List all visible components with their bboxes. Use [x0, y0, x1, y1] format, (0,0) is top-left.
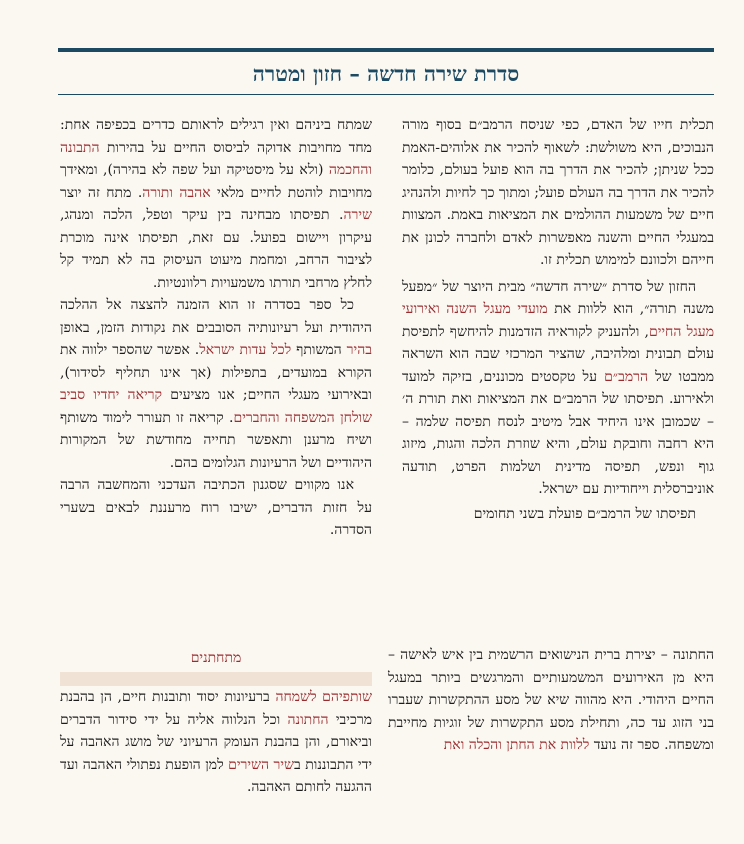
- left-p2-highlight-3: קריאה יחדיו סביב שולחן המשפחה והחברים: [60, 387, 372, 426]
- left-p1-text-c: . מתח זה יוצר: [60, 184, 143, 201]
- right-column: [402, 114, 714, 525]
- left-paragraph-2: [60, 294, 372, 474]
- left-p1-highlight-2: אהבה ותורה: [142, 184, 211, 201]
- right-p2-text-a: החזון של סדרת ״שירה חדשה״ מבית היוצר של ״מפעל משנה תורה״, הוא ללוות את: [402, 278, 714, 317]
- left-p2-highlight-2: לכל עדות ישראל: [199, 342, 292, 358]
- right-paragraph-1: תכלית חייו של האדם, כפי שניסח הרמב״ם בסוף מורה הנבוכים, היא משולשת: לשאוף להכיר את אלוהים-האמת ככל שניתן; להכיר את הדרך בה הוא פועל בעולם, כלומר להכיר את הדרך בה העולם פועל; ומתוך כך לחיות ולהנהיג חיים של משמעות ההולמים את המציאות באמת. המצוות במעגלי החיים והשנה מאפשרות לאדם ולחברה לכונן את חייהם ולכוונם למימוש תכלית זו.: [402, 117, 714, 268]
- section-band-left: [60, 672, 372, 686]
- lower-right-text-a: החתונה – יצירת ברית הנישואים הרשמית בין איש לאישה – היא מן האירועים המשמעותיים והמרגשים ביותר במעגל החיים היהודי. היא מהווה שיא של מסע ההתקשרות שעברו בני הזוג עד כה, ותחילת מסע התקשרות של זוגיות מחייבת ומשפחה. ספר זה נועד: [388, 647, 714, 753]
- title-rule-bottom: [58, 94, 714, 95]
- right-p2-text-c: על טקסטים מכוננים, בזיקה למועד ולאירוע. תפיסתו של הרמב״ם את המציאות ואת תורת ה׳ – שכמובן אינו היחיד אבל מיטיב לנסח תפיסה שלמה – היא רחבה וחובקת עולם, והיא שוזרת הלכה והגות, מיזוג גוף ונפש, תפיסה מדינית ושלמות הפרט, תודעה אוניברסלית וייחודיות עם ישראל.: [402, 368, 714, 497]
- lower-right-highlight: ללוות את החתן והכלה ואת: [443, 737, 590, 753]
- left-p1-text-b: (ולא על מיסטיקה ועל שפה לא בהירה), ומאידך מחויבות לוהטת לחיים מלאי: [60, 162, 373, 201]
- page-title: סדרת שירה חדשה – חזון ומטרה: [252, 61, 520, 86]
- right-p2-highlight-1: מועדי מעגל השנה ואירועי מעגל החיים: [402, 301, 714, 340]
- right-paragraph-3: תפיסתו של הרמב״ם פועלת בשני תחומים: [473, 505, 696, 522]
- lower-left-highlight-3: שיר השירים: [228, 756, 295, 773]
- left-column: [60, 114, 372, 542]
- left-p2-highlight-1: בהיר: [346, 342, 372, 358]
- left-p1-text-a: שמתח ביניהם ואין רגילים לראותם כדרים בכפיפה אחת: מחד מחויבות אדוקה לביסוס החיים על בהירות: [60, 117, 372, 156]
- left-p1-highlight-1: התבונה והחכמה: [60, 139, 372, 178]
- right-p2-highlight-2: הרמב״ם: [604, 368, 649, 385]
- right-paragraph-2: [402, 276, 714, 501]
- lower-left-text-b: וכל הנלווה אליה על ידי סידור הדברים וביאורם, והן בהבנת העומק הרעיוני של מושג האהבה על ידי התבוננות ב: [60, 711, 372, 773]
- lower-right-paragraph: [388, 644, 714, 757]
- lower-left-paragraph: [60, 686, 372, 799]
- left-p2-text-a: כל ספר בסדרה זו הוא הזמנה להצצה אל ההלכה היהודית ועל רעיונותיה הסובבים את נקודות הזמן, באופן: [60, 297, 372, 336]
- lower-right-column: [388, 644, 714, 757]
- right-p2-text-b: , ולהעניק לקוראיה הזדמנות להיחשף לתפיסת עולם תבונית ומלהיבה, שהציר המרכזי שבה הוא השראה ממבטו של: [402, 323, 715, 385]
- section-subheading: מתחתנים: [190, 650, 242, 666]
- left-p1-highlight-3: שירה: [343, 207, 372, 223]
- left-p2-text-b: המשותף: [291, 342, 347, 358]
- left-p2-text-c: . אפשר שהספר ילווה את הקורא במועדים, בתפילות (אך אינו תחליף לסידור), ובאירועי מעגלי החיים; אנו מציעים: [60, 342, 372, 403]
- lower-left-column: [60, 686, 372, 799]
- title-rule-top: [58, 48, 714, 52]
- left-p1-text-d: . תפיסתו מבחינה בין עיקר וטפל, הלכה ומנהג, עיקרון ויישום בפועל. עם זאת, תפיסתו אינה מוכרת לציבור הרחב, ומחמת מיעוט העיסוק בה לא תמיד קל לחלץ מרחבי תורתו משמעויות רלוונטיות.: [60, 207, 372, 291]
- left-paragraph-1: [60, 114, 372, 294]
- left-p2-text-d: . קריאה זו תעורר לימוד משותף ושיח מרענן ותאפשר תחייה מחודשת של המקורות היהודיים ושל הרעיונות הגלומים בהם.: [60, 409, 372, 471]
- lower-left-highlight-1: שותפיהם לשמחה: [275, 689, 372, 705]
- lower-left-text-a: ברעיונות יסוד ותובנות חיים, הן בהבנת מרכיבי: [60, 689, 372, 728]
- lower-left-text-c: למן הופעת נפתולי האהבה ועד ההגעה לחותם האהבה.: [60, 756, 372, 795]
- left-paragraph-3: אנו מקווים שסגנון הכתיבה העדכני והמחשבה הרבה על חזות הדברים, ישיבו רוח מרעננת לבאים בשערי הסדרה.: [60, 477, 372, 538]
- lower-left-highlight-2: החתונה: [287, 711, 329, 728]
